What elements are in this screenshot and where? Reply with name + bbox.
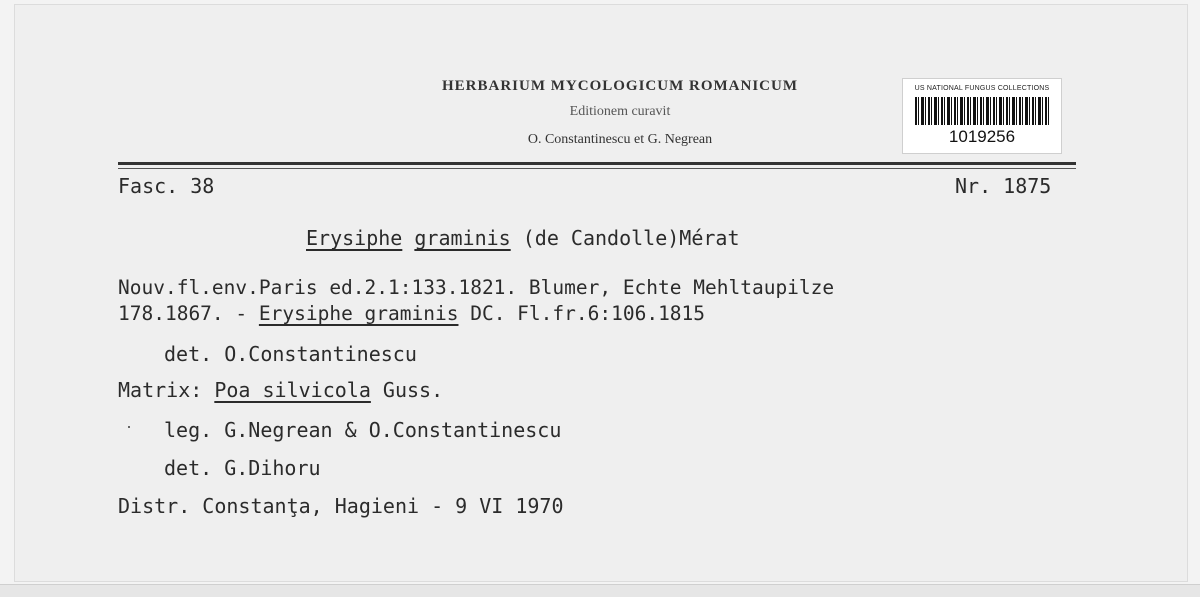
editors-line: O. Constantinescu et G. Negrean: [527, 132, 713, 147]
herbarium-title: HERBARIUM MYCOLOGICUM ROMANICUM: [442, 78, 798, 94]
host-authority: Guss.: [370, 378, 444, 402]
collector-line: leg. G.Negrean & O.Constantinescu: [164, 418, 562, 442]
matrix-line: [118, 378, 443, 402]
label-bottom-edge: [0, 584, 1200, 597]
species-authority: (de Candolle)Mérat: [522, 226, 740, 250]
matrix-prefix: Matrix:: [118, 378, 215, 402]
species-name: [306, 226, 740, 250]
fascicle-number: Fasc. 38: [118, 174, 215, 198]
reference-line-2: [118, 302, 705, 325]
barcode-caption: US NATIONAL FUNGUS COLLECTIONS: [914, 85, 1050, 92]
barcode-number: 1019256: [948, 127, 1016, 146]
host-name: Poa silvicola: [214, 378, 371, 402]
header-divider: [118, 162, 1076, 165]
reference-name: Erysiphe graminis: [258, 302, 459, 325]
barcode-icon: [915, 97, 1049, 125]
ink-speck: [128, 426, 130, 428]
reference-prefix: 178.1867. -: [118, 302, 259, 325]
determination-1: det. O.Constantinescu: [164, 342, 417, 366]
distribution-line: Distr. Constanţa, Hagieni - 9 VI 1970: [118, 494, 564, 518]
epithet: graminis: [414, 226, 511, 250]
barcode-sticker: [902, 78, 1062, 154]
determination-2: det. G.Dihoru: [164, 456, 321, 480]
reference-suffix: DC. Fl.fr.6:106.1815: [458, 302, 706, 325]
genus: Erysiphe: [306, 226, 403, 250]
edition-note: Editionem curavit: [569, 104, 671, 119]
specimen-number: Nr. 1875: [955, 174, 1052, 198]
reference-line-1: Nouv.fl.env.Paris ed.2.1:133.1821. Blumer, Echte Mehltaupilze: [118, 276, 835, 299]
header-divider-thin: [118, 168, 1076, 169]
